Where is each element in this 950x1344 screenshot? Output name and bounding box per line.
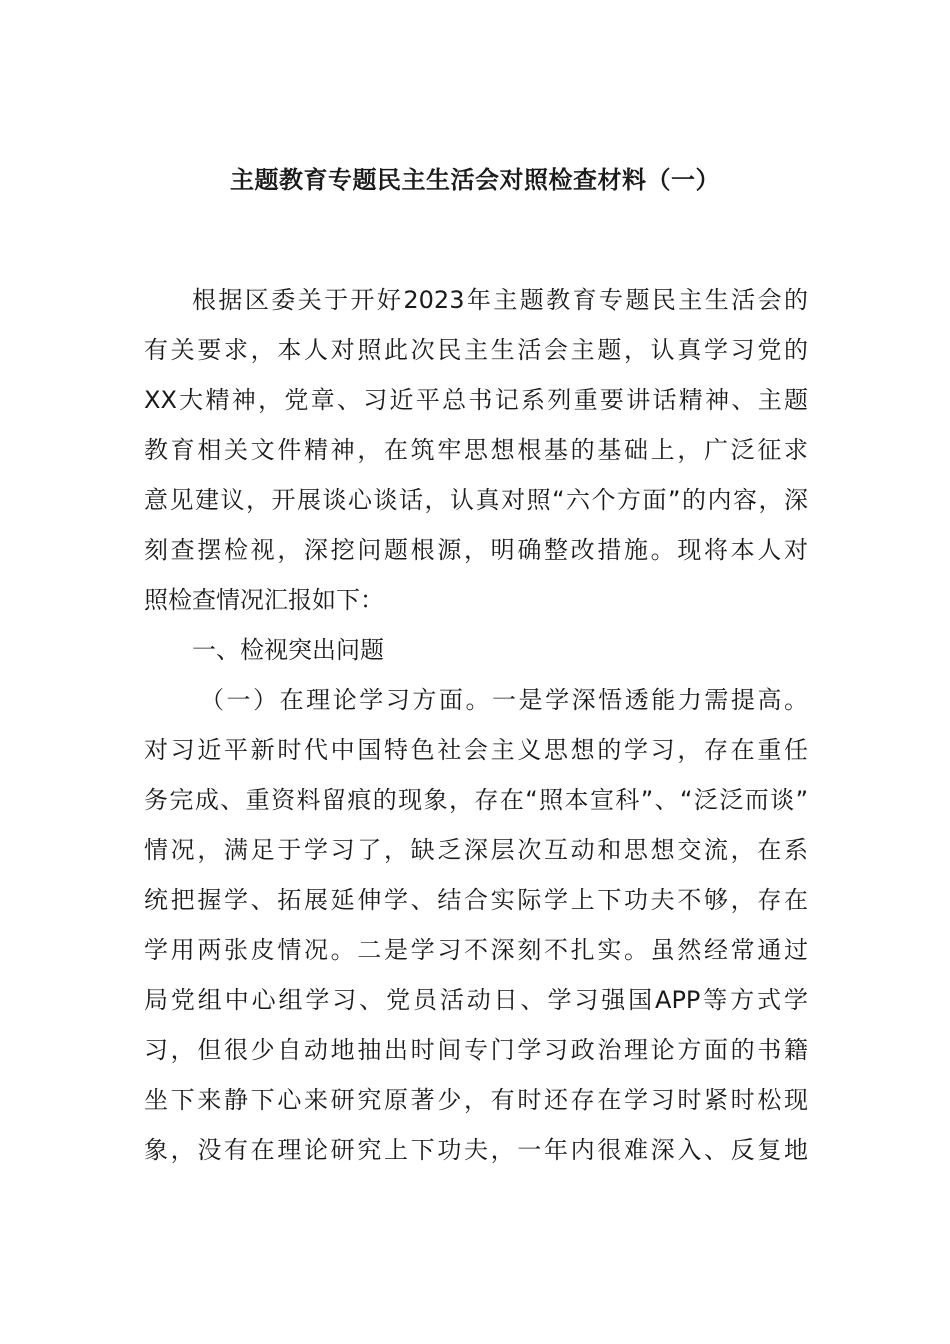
intro-line-7: 照检查情况汇报如下： xyxy=(144,586,384,614)
intro-line-1: 根据区委关于开好2023年主题教育专题民主生活会的 xyxy=(192,286,808,314)
section-line-1: （一）在理论学习方面。一是学深悟透能力需提高。 xyxy=(200,686,808,714)
section-heading: 一、检视突出问题 xyxy=(192,636,384,664)
document-title: 主题教育专题民主生活会对照检查材料（一） xyxy=(230,166,720,194)
section-line-5: 统把握学、拓展延伸学、结合实际学上下功夫不够，存在 xyxy=(144,886,808,914)
intro-line-2: 有关要求，本人对照此次民主生活会主题，认真学习党的 xyxy=(144,336,808,364)
section-line-3: 务完成、重资料留痕的现象，存在“照本宣科”、“泛泛而谈” xyxy=(144,786,808,814)
section-line-9: 坐下来静下心来研究原著少，有时还存在学习时紧时松现 xyxy=(144,1086,808,1114)
intro-line-5: 意见建议，开展谈心谈话，认真对照“六个方面”的内容，深 xyxy=(144,486,808,514)
section-line-2: 对习近平新时代中国特色社会主义思想的学习，存在重任 xyxy=(144,736,808,764)
section-line-7: 局党组中心组学习、党员活动日、学习强国APP等方式学 xyxy=(144,986,808,1014)
intro-line-6: 刻查摆检视，深挖问题根源，明确整改措施。现将本人对 xyxy=(144,536,808,564)
section-line-4: 情况，满足于学习了，缺乏深层次互动和思想交流，在系 xyxy=(144,836,808,864)
section-line-8: 习，但很少自动地抽出时间专门学习政治理论方面的书籍 xyxy=(144,1036,808,1064)
section-line-6: 学用两张皮情况。二是学习不深刻不扎实。虽然经常通过 xyxy=(144,936,808,964)
section-line-10: 象，没有在理论研究上下功夫，一年内很难深入、反复地 xyxy=(144,1136,808,1164)
intro-line-3: XX大精神，党章、习近平总书记系列重要讲话精神、主题 xyxy=(144,386,808,414)
intro-line-4: 教育相关文件精神，在筑牢思想根基的基础上，广泛征求 xyxy=(144,436,808,464)
